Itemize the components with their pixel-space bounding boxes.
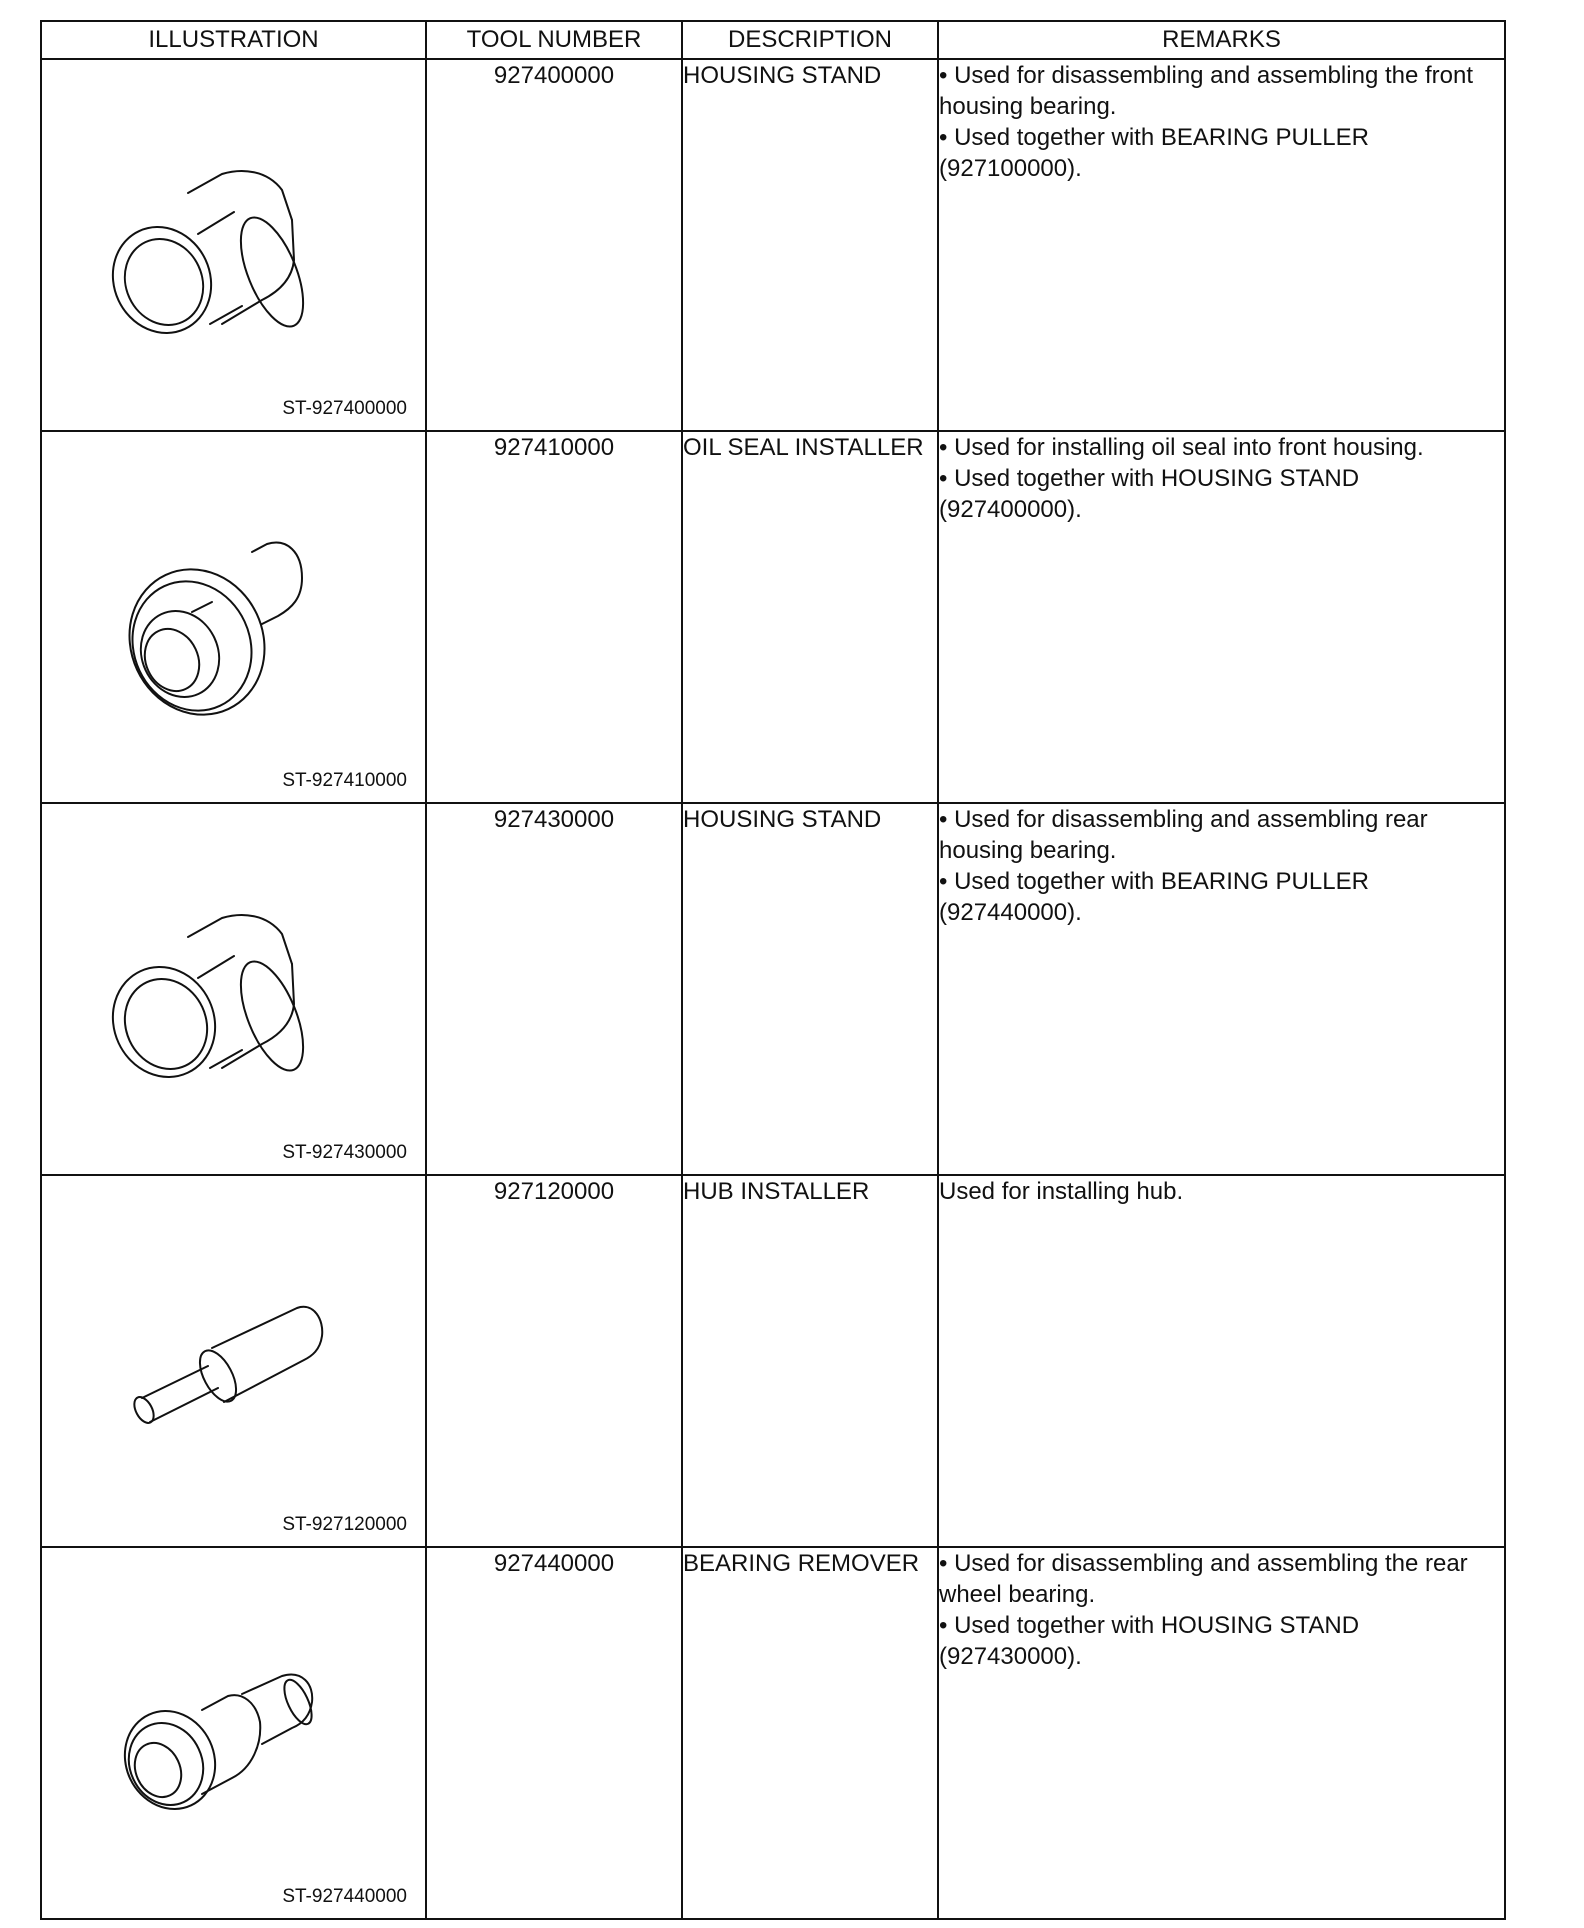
remark-line: • Used for disassembling and assembling the rear wheel bearing.: [939, 1550, 1468, 1608]
header-row: [41, 21, 1505, 59]
hub-installer-illustration: [92, 1226, 352, 1486]
illustration-cell: [41, 803, 426, 1175]
table-row: [41, 431, 1505, 803]
tool-remarks: [938, 1175, 1505, 1547]
remark-line: • Used together with HOUSING STAND (927400000).: [939, 465, 1360, 523]
illustration-label: ST-927430000: [282, 1142, 407, 1163]
tool-remarks: [938, 1547, 1505, 1919]
header-remarks: REMARKS: [938, 21, 1505, 59]
remark-line: Used for installing hub.: [939, 1178, 1184, 1205]
bearing-remover-illustration: [92, 1598, 352, 1858]
housing-stand-illustration: [92, 110, 352, 370]
table-row: [41, 1547, 1505, 1919]
illustration-cell: [41, 59, 426, 431]
tool-number: 927120000: [426, 1175, 682, 1547]
tool-number: 927430000: [426, 803, 682, 1175]
housing-stand-illustration: [92, 854, 352, 1114]
tool-remarks: [938, 803, 1505, 1175]
special-tools-table: [40, 20, 1506, 1920]
tool-description: OIL SEAL INSTALLER: [682, 431, 938, 803]
remark-line: • Used together with BEARING PULLER (927440000).: [939, 868, 1369, 926]
remark-line: • Used for disassembling and assembling rear housing bearing.: [939, 806, 1428, 864]
oil-seal-installer-illustration: [92, 482, 352, 742]
tool-description: BEARING REMOVER: [682, 1547, 938, 1919]
tool-description: HUB INSTALLER: [682, 1175, 938, 1547]
table-row: [41, 803, 1505, 1175]
illustration-label: ST-927120000: [282, 1514, 407, 1535]
table-row: [41, 59, 1505, 431]
remark-line: • Used together with BEARING PULLER (927100000).: [939, 124, 1369, 182]
tool-number: 927440000: [426, 1547, 682, 1919]
tool-description: HOUSING STAND: [682, 803, 938, 1175]
illustration-cell: [41, 431, 426, 803]
illustration-label: ST-927400000: [282, 398, 407, 419]
tool-number: 927400000: [426, 59, 682, 431]
remark-line: • Used for disassembling and assembling the front housing bearing.: [939, 62, 1474, 120]
table-row: [41, 1175, 1505, 1547]
illustration-cell: [41, 1547, 426, 1919]
header-illustration: ILLUSTRATION: [41, 21, 426, 59]
tool-remarks: [938, 431, 1505, 803]
header-description: DESCRIPTION: [682, 21, 938, 59]
remark-line: • Used for installing oil seal into front housing.: [939, 434, 1424, 461]
tool-remarks: [938, 59, 1505, 431]
illustration-label: ST-927440000: [282, 1886, 407, 1907]
header-tool-number: TOOL NUMBER: [426, 21, 682, 59]
remark-line: • Used together with HOUSING STAND (927430000).: [939, 1612, 1360, 1670]
illustration-label: ST-927410000: [282, 770, 407, 791]
tool-description: HOUSING STAND: [682, 59, 938, 431]
illustration-cell: [41, 1175, 426, 1547]
tool-number: 927410000: [426, 431, 682, 803]
